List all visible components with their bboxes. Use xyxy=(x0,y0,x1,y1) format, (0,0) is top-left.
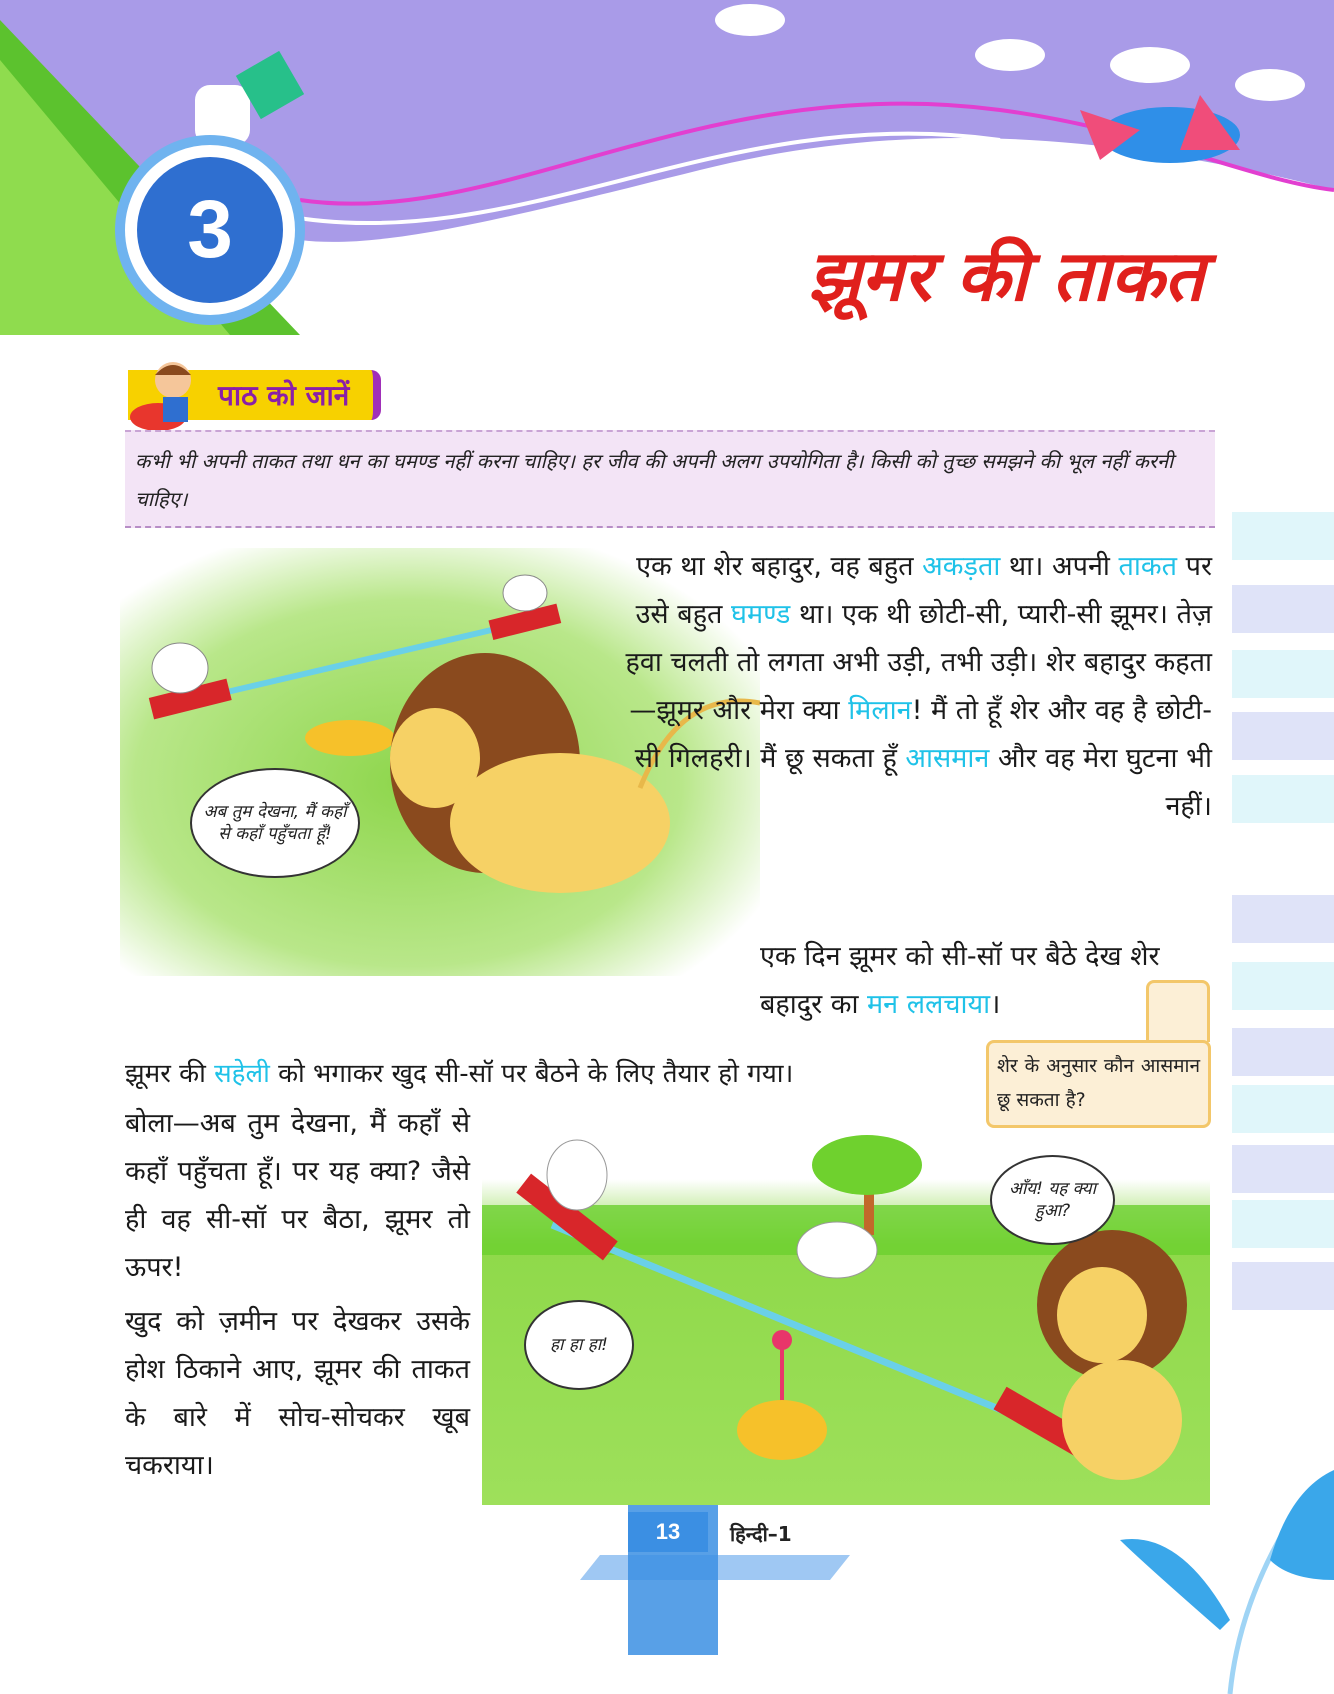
margin-strip xyxy=(1232,650,1334,698)
lesson-summary-box: कभी भी अपनी ताकत तथा धन का घमण्ड नहीं करना चाहिए। हर जीव की अपनी अलग उपयोगिता है। किसी को तुच्छ समझने की भूल नहीं करनी चाहिए। xyxy=(125,430,1215,528)
story-paragraph-2 xyxy=(760,933,1212,1029)
story-text: झूमर की xyxy=(125,1059,215,1089)
margin-strip xyxy=(1232,712,1334,760)
highlight-word: आसमान xyxy=(905,743,990,774)
lion-grounded-seesaw-illustration xyxy=(482,1135,1210,1505)
story-text: एक था शेर बहादुर, वह बहुत xyxy=(636,551,923,582)
story-text: को भगाकर खुद सी-सॉ पर बैठने के लिए तैयार हो गया। xyxy=(269,1059,794,1089)
story-paragraph-4: खुद को ज़मीन पर देखकर उसके होश ठिकाने आए, झूमर की ताकत के बारे में सोच-सोचकर खूब चकराया। xyxy=(125,1306,470,1481)
page-number: 13 xyxy=(628,1512,708,1552)
margin-strip xyxy=(1232,1200,1334,1248)
story-text: और वह मेरा घुटना भी नहीं। xyxy=(989,743,1212,822)
story-text: था। एक थी छोटी-सी, प्यारी-सी झूमर। तेज़ हवा चलती तो लगता अभी उड़ी, तभी उड़ी। शेर बहादुर कहता—झूमर और मेरा क्या xyxy=(625,599,1212,726)
highlight-word: मन ललचाया xyxy=(867,989,991,1020)
margin-strip xyxy=(1232,775,1334,823)
story-text: पर उसे बहुत xyxy=(635,551,1212,630)
margin-strip xyxy=(1232,1262,1334,1310)
know-lesson-label: पाठ को जानें xyxy=(128,370,381,420)
lion-surprised-speech-bubble: आँय! यह क्या हुआ? xyxy=(990,1155,1115,1245)
story-paragraph-3: बोला—अब तुम देखना, मैं कहाँ से कहाँ पहुँचता हूँ। पर यह क्या? जैसे ही वह सी-सॉ पर बैठा, झूमर तो ऊपर! xyxy=(125,1108,470,1283)
book-name: हिन्दी–1 xyxy=(730,1522,792,1546)
story-paragraph-1 xyxy=(620,543,1212,831)
highlight-word: ताकत xyxy=(1118,551,1178,582)
highlight-word: घमण्ड xyxy=(731,599,791,630)
margin-strip xyxy=(1232,1145,1334,1193)
margin-strip xyxy=(1232,1085,1334,1133)
question-box: शेर के अनुसार कौन आसमान छू सकता है? xyxy=(986,1040,1211,1128)
margin-strip xyxy=(1232,1028,1334,1076)
margin-strip xyxy=(1232,962,1334,1010)
highlight-word: सहेली xyxy=(214,1059,270,1089)
chapter-title: झूमर की ताकत xyxy=(808,235,1204,317)
margin-strip xyxy=(1232,895,1334,943)
story-text: । xyxy=(990,989,1001,1020)
highlight-word: अकड़ता xyxy=(922,551,1001,582)
story-text: था। अपनी xyxy=(1000,551,1119,582)
leaf-decoration-icon xyxy=(1120,1470,1334,1694)
story-paragraph-2-continued xyxy=(125,1050,793,1098)
margin-strip xyxy=(1232,585,1334,633)
thinking-kid-icon xyxy=(1146,980,1210,1042)
margin-strip xyxy=(1232,512,1334,560)
highlight-word: मिलान xyxy=(848,695,912,726)
story-text: ! मैं तो हूँ शेर और वह है छोटी-सी गिलहरी। मैं छू सकता हूँ xyxy=(634,695,1212,774)
reading-kid-icon xyxy=(128,355,213,433)
squirrel-speech-bubble: हा हा हा! xyxy=(524,1300,634,1390)
story-text: एक दिन झूमर को सी-सॉ पर बैठे देख शेर बहादुर का xyxy=(760,941,1160,1020)
footer-decoration xyxy=(560,1505,860,1655)
lion-speech-bubble: अब तुम देखना, मैं कहाँ से कहाँ पहुँचता हूँ! xyxy=(190,768,360,878)
chapter-number-badge: 3 xyxy=(125,145,295,315)
